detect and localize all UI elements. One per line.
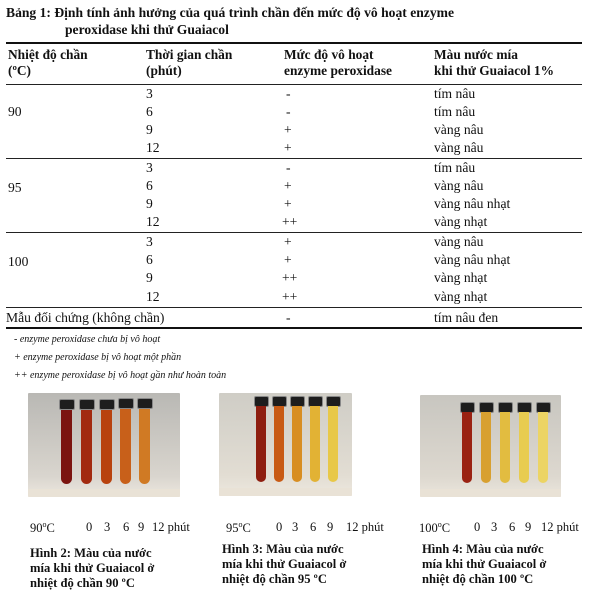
time-cell: 3 [146,160,153,175]
test-tube [101,410,112,484]
figure-4-temp-label: 100$^o$C [419,520,451,536]
color-cell: vàng nhạt [434,214,488,229]
figure-3-photo [219,393,352,496]
group-95-bottom-rule [6,232,582,233]
tick-label: 9 [327,520,334,534]
tick-label: 0 [86,520,93,534]
tick-label: 9 [525,520,532,534]
tick-label: 12 phút [152,520,190,534]
table-caption [6,4,586,38]
color-cell: tím nâu [434,104,476,119]
tick-label: 3 [292,520,299,534]
test-tube [139,409,150,484]
color-cell: vàng nâu nhạt [434,196,511,211]
tick-label: 9 [138,520,145,534]
level-cell: + [284,122,292,137]
tick-label: 6 [310,520,317,534]
time-cell: 12 [146,289,160,304]
level-cell: + [284,252,292,267]
test-tube [274,406,284,482]
time-cell: 6 [146,104,153,119]
test-tube [328,406,338,482]
test-tube [538,412,548,483]
tick-label: 3 [491,520,498,534]
time-cell: 3 [146,86,153,101]
level-cell: + [284,140,292,155]
time-cell: 9 [146,196,153,211]
group-100-bottom-rule [6,307,582,308]
tick-label: 12 phút [541,520,579,534]
color-cell: tím nâu [434,86,476,101]
temp-90: 90 [8,104,22,119]
control-color: tím nâu đen [434,310,499,325]
temp-100: 100 [8,254,29,269]
level-cell: ++ [282,214,298,229]
level-cell: + [284,234,292,249]
tick-label: 3 [104,520,111,534]
level-cell: + [284,178,292,193]
header-bottom-rule [6,84,582,85]
level-cell: - [286,160,291,175]
temp-95: 95 [8,180,22,195]
tick-label: 6 [509,520,516,534]
level-cell: ++ [282,270,298,285]
test-tube [81,410,92,484]
figure-4-photo [420,395,561,497]
time-cell: 9 [146,270,153,285]
test-tube [61,410,72,484]
tick-label: 12 phút [346,520,384,534]
control-level: - [286,310,291,325]
test-tube [292,406,302,482]
time-cell: 12 [146,140,160,155]
figure-2-caption: Hình 2: Màu của nước mía khi thử Guaiacol ở nhiệt độ chần 90 ºC [30,546,155,590]
test-tube [120,409,131,484]
test-tube [256,406,266,482]
color-cell: vàng nâu nhạt [434,252,511,267]
test-tube [500,412,510,483]
figure-2-photo [28,393,180,497]
test-tube [481,412,491,483]
header-temperature: Nhiệt độ chần (ºC) [8,47,88,78]
table-bottom-rule [6,327,582,329]
color-cell: vàng nhạt [434,289,488,304]
legend-note-minus: - enzyme peroxidase chưa bị vô hoạt [14,334,161,345]
time-cell: 6 [146,252,153,267]
legend-note-plus: + enzyme peroxidase bị vô hoạt một phần [14,352,182,363]
control-label: Mẫu đối chứng (không chần) [6,310,165,325]
time-cell: 9 [146,122,153,137]
caption-line-1: Bảng 1: Định tính ảnh hưởng của quá trình chần đến mức độ vô hoạt enzyme [6,5,454,20]
figure-3-temp-label: 95$^o$C [226,520,251,536]
tick-label: 0 [474,520,481,534]
color-cell: vàng nâu [434,140,484,155]
test-tube [519,412,529,483]
figure-2-temp-label: 90$^o$C [30,520,55,536]
table-top-rule [6,42,582,44]
group-90-bottom-rule [6,158,582,159]
test-tube [310,406,320,482]
header-inactivation-level: Mức độ vô hoạt enzyme peroxidase [284,47,392,78]
color-cell: tím nâu [434,160,476,175]
figure-3-caption: Hình 3: Màu của nước mía khi thử Guaiacol ở nhiệt độ chần 95 ºC [222,542,347,586]
level-cell: - [286,104,291,119]
color-cell: vàng nhạt [434,270,488,285]
color-cell: vàng nâu [434,234,484,249]
level-cell: + [284,196,292,211]
header-juice-color: Màu nước mía khi thử Guaiacol 1% [434,47,555,78]
time-cell: 12 [146,214,160,229]
test-tube [462,412,472,483]
caption-line-2: peroxidase khi thử Guaiacol [65,22,229,37]
tick-label: 6 [123,520,130,534]
time-cell: 3 [146,234,153,249]
header-time: Thời gian chần (phút) [146,47,233,78]
level-cell: - [286,86,291,101]
level-cell: ++ [282,289,298,304]
color-cell: vàng nâu [434,122,484,137]
color-cell: vàng nâu [434,178,484,193]
figure-4-caption: Hình 4: Màu của nước mía khi thử Guaiacol ở nhiệt độ chần 100 ºC [422,542,547,586]
tick-label: 0 [276,520,283,534]
time-cell: 6 [146,178,153,193]
legend-note-double-plus: ++ enzyme peroxidase bị vô hoạt gần như hoàn toàn [14,370,227,381]
